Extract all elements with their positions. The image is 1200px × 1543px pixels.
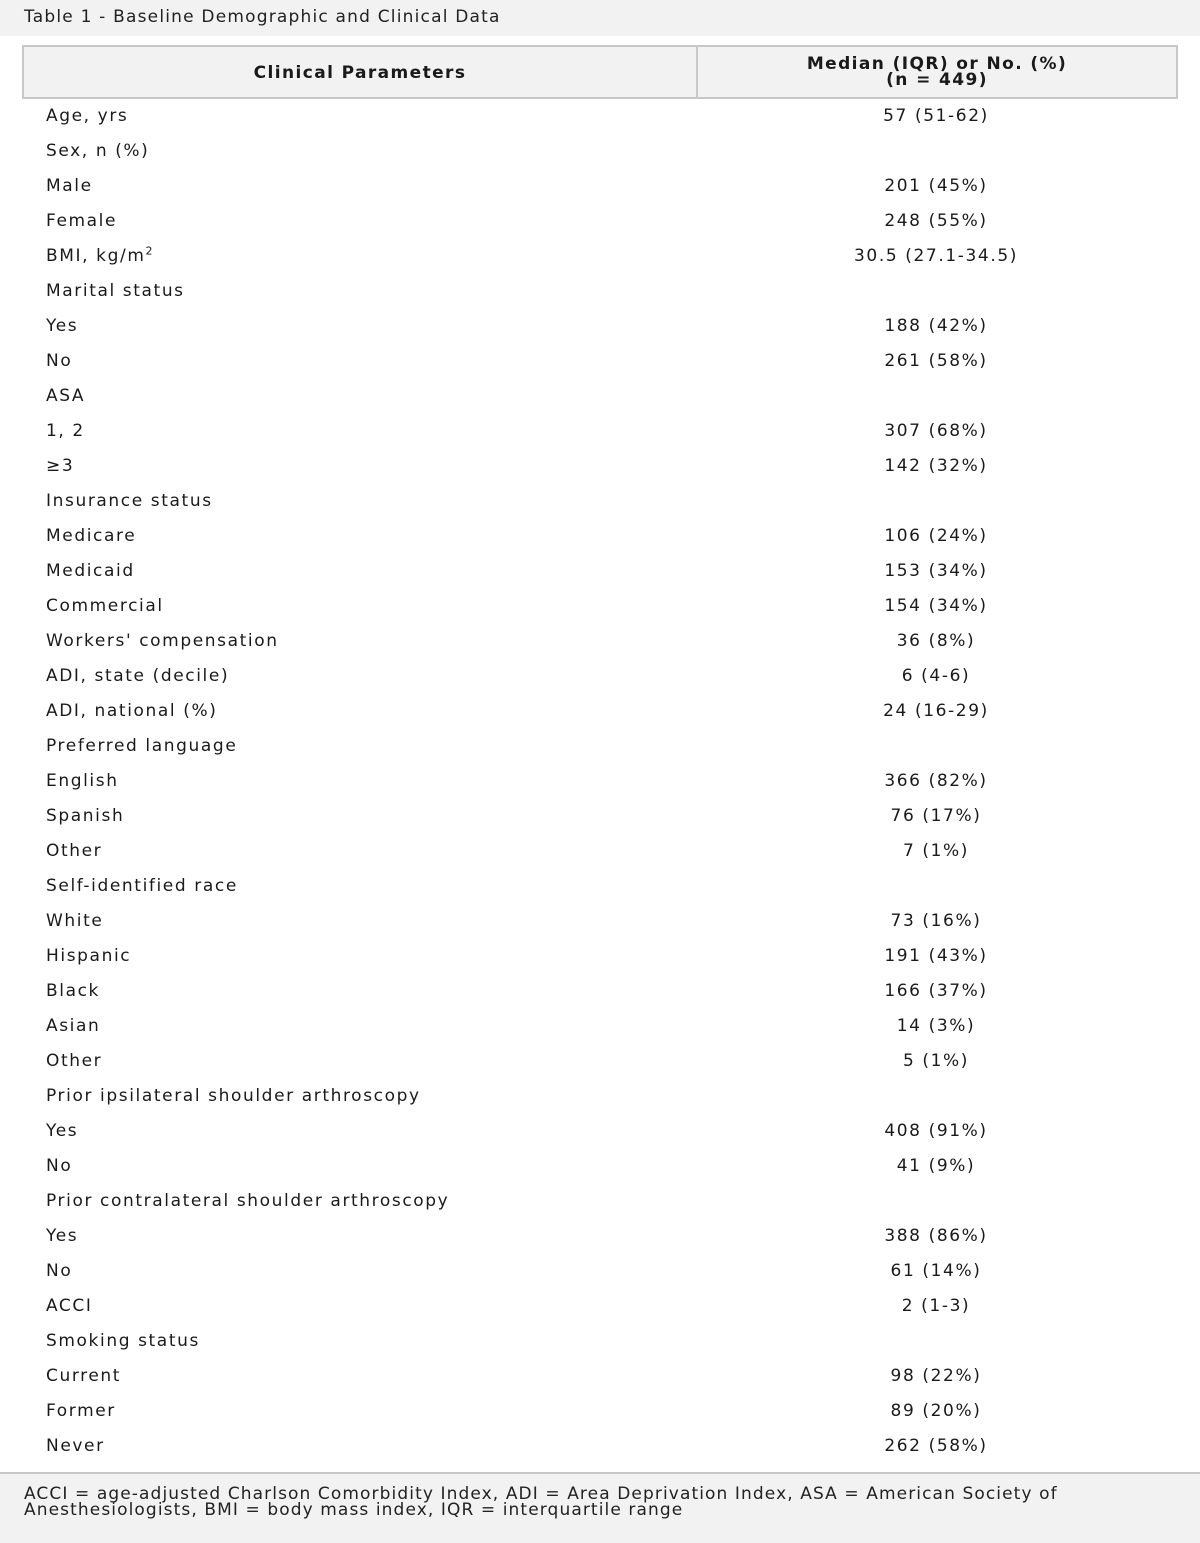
row-value: 388 (86%) xyxy=(884,1226,988,1246)
row-value: 41 (9%) xyxy=(896,1156,976,1176)
column-header-median-line2: (n = 449) xyxy=(886,70,988,90)
table-row xyxy=(0,1323,1200,1358)
row-label xyxy=(46,736,237,756)
table-row xyxy=(0,1113,1200,1148)
table-row xyxy=(0,203,1200,238)
row-label-text: ACCI xyxy=(46,1296,93,1316)
table-row xyxy=(0,98,1200,133)
table-row xyxy=(0,553,1200,588)
table-row xyxy=(0,1253,1200,1288)
row-label-text: Marital status xyxy=(46,281,185,301)
row-label-text: Black xyxy=(46,981,100,1001)
row-label-text: Preferred language xyxy=(46,736,238,756)
row-label xyxy=(46,1156,72,1176)
table-row xyxy=(0,868,1200,903)
row-value: 188 (42%) xyxy=(884,316,988,336)
table-row xyxy=(0,623,1200,658)
row-label xyxy=(46,456,74,476)
row-label xyxy=(46,981,100,1001)
row-label-text: Insurance status xyxy=(46,491,213,511)
column-header-clinical-parameters: Clinical Parameters xyxy=(253,63,467,83)
table-row xyxy=(0,1218,1200,1253)
row-label xyxy=(46,946,131,966)
row-value: 106 (24%) xyxy=(884,526,988,546)
row-value: 153 (34%) xyxy=(884,561,988,581)
table-row xyxy=(0,798,1200,833)
table-caption-bar xyxy=(0,0,1200,36)
row-label xyxy=(46,806,124,826)
row-value: 30.5 (27.1-34.5) xyxy=(854,246,1018,266)
row-label-text: Asian xyxy=(46,1016,101,1036)
row-label-text: Workers' compensation xyxy=(46,631,279,651)
row-label-text: Medicare xyxy=(46,526,137,546)
row-value: 366 (82%) xyxy=(884,771,988,791)
row-label xyxy=(46,771,119,791)
table-caption: Table 1 - Baseline Demographic and Clinical Data xyxy=(24,7,501,27)
row-label xyxy=(46,491,213,511)
row-label-text: Female xyxy=(46,211,118,231)
row-label-text: Male xyxy=(46,176,93,196)
table-row xyxy=(0,448,1200,483)
row-label xyxy=(46,666,229,686)
row-label xyxy=(46,1086,421,1106)
row-value: 98 (22%) xyxy=(890,1366,982,1386)
row-label xyxy=(46,1366,121,1386)
row-label-text: Other xyxy=(46,841,103,861)
row-value: 248 (55%) xyxy=(884,211,988,231)
row-value: 73 (16%) xyxy=(890,911,982,931)
row-label xyxy=(46,316,78,336)
row-label xyxy=(46,176,93,196)
table-row xyxy=(0,413,1200,448)
row-label-text: ADI, state (decile) xyxy=(46,666,230,686)
table-row xyxy=(0,763,1200,798)
row-label xyxy=(46,421,85,441)
row-label xyxy=(46,631,279,651)
table-row xyxy=(0,1043,1200,1078)
row-value: 57 (51-62) xyxy=(883,106,989,126)
table-footnote: ACCI = age-adjusted Charlson Comorbidity Index, ADI = Area Deprivation Index, ASA = American Society of Anesthesiologists, BMI = body mass index, IQR = interquartile range xyxy=(24,1484,1058,1520)
row-label-text: BMI, kg/m xyxy=(46,246,146,266)
row-label xyxy=(46,1296,93,1316)
row-label-text: Medicaid xyxy=(46,561,135,581)
table-row xyxy=(0,308,1200,343)
table-row xyxy=(0,483,1200,518)
table-body xyxy=(0,98,1200,1463)
column-header-median xyxy=(698,47,1176,97)
row-label-text: Self-identified race xyxy=(46,876,238,896)
row-label-text: ASA xyxy=(46,386,86,406)
row-label-text: ≥3 xyxy=(46,456,75,476)
row-label-text: Current xyxy=(46,1366,122,1386)
row-label-superscript: 2 xyxy=(145,244,155,258)
row-label xyxy=(46,351,72,371)
row-label xyxy=(46,1226,78,1246)
row-label xyxy=(46,281,185,301)
table-row xyxy=(0,343,1200,378)
row-value: 2 (1-3) xyxy=(901,1296,971,1316)
table-row xyxy=(0,238,1200,273)
row-label-text: 1, 2 xyxy=(46,421,85,441)
row-label-text: Other xyxy=(46,1051,103,1071)
row-label xyxy=(46,841,102,861)
row-label-text: Yes xyxy=(46,316,79,336)
table-row xyxy=(0,938,1200,973)
table-row xyxy=(0,273,1200,308)
row-label-text: Never xyxy=(46,1436,105,1456)
row-label-text: English xyxy=(46,771,119,791)
table-row xyxy=(0,693,1200,728)
row-value: 76 (17%) xyxy=(890,806,982,826)
row-value: 191 (43%) xyxy=(884,946,988,966)
table-row xyxy=(0,168,1200,203)
row-value: 89 (20%) xyxy=(890,1401,982,1421)
row-label xyxy=(46,386,85,406)
row-value: 201 (45%) xyxy=(884,176,988,196)
row-value: 6 (4-6) xyxy=(901,666,971,686)
table-row xyxy=(0,1288,1200,1323)
row-value: 408 (91%) xyxy=(884,1121,988,1141)
row-value: 166 (37%) xyxy=(884,981,988,1001)
table-row xyxy=(0,833,1200,868)
table-header xyxy=(22,45,1178,99)
row-value: 307 (68%) xyxy=(884,421,988,441)
row-value: 7 (1%) xyxy=(902,841,970,861)
table-row xyxy=(0,1008,1200,1043)
table-row xyxy=(0,1393,1200,1428)
row-label xyxy=(46,1051,102,1071)
row-label xyxy=(46,211,117,231)
row-label-text: Prior contralateral shoulder arthroscopy xyxy=(46,1191,450,1211)
row-label-text: ADI, national (%) xyxy=(46,701,218,721)
table-row xyxy=(0,378,1200,413)
row-label xyxy=(46,1191,449,1211)
row-label-text: Yes xyxy=(46,1121,79,1141)
row-label xyxy=(46,526,136,546)
row-label-text: Spanish xyxy=(46,806,125,826)
row-label xyxy=(46,246,154,266)
row-label-text: Sex, n (%) xyxy=(46,141,150,161)
table-row xyxy=(0,728,1200,763)
row-label xyxy=(46,141,149,161)
table-row xyxy=(0,973,1200,1008)
row-label xyxy=(46,561,135,581)
row-label-text: Age, yrs xyxy=(46,106,129,126)
row-value: 24 (16-29) xyxy=(883,701,989,721)
row-label-text: White xyxy=(46,911,104,931)
row-value: 262 (58%) xyxy=(884,1436,988,1456)
row-label xyxy=(46,106,128,126)
row-value: 142 (32%) xyxy=(884,456,988,476)
row-label-text: No xyxy=(46,1261,73,1281)
row-value: 154 (34%) xyxy=(884,596,988,616)
row-label xyxy=(46,1121,78,1141)
table-row xyxy=(0,903,1200,938)
table-row xyxy=(0,658,1200,693)
row-label-text: Commercial xyxy=(46,596,164,616)
row-value: 261 (58%) xyxy=(884,351,988,371)
row-value: 5 (1%) xyxy=(902,1051,970,1071)
column-header-median-line1: Median (IQR) or No. (%) xyxy=(806,54,1068,74)
row-label xyxy=(46,876,238,896)
row-label xyxy=(46,1261,72,1281)
row-label-text: Hispanic xyxy=(46,946,132,966)
table-row xyxy=(0,1183,1200,1218)
row-label-text: Prior ipsilateral shoulder arthroscopy xyxy=(46,1086,421,1106)
row-label-text: No xyxy=(46,351,73,371)
row-label xyxy=(46,1401,116,1421)
row-label-text: No xyxy=(46,1156,73,1176)
row-label xyxy=(46,701,217,721)
table-row xyxy=(0,1358,1200,1393)
table-row xyxy=(0,133,1200,168)
table-row xyxy=(0,518,1200,553)
table-footnote-bar xyxy=(0,1472,1200,1543)
row-label xyxy=(46,1436,105,1456)
row-value: 61 (14%) xyxy=(890,1261,982,1281)
row-label-text: Smoking status xyxy=(46,1331,200,1351)
row-label xyxy=(46,911,103,931)
table-row xyxy=(0,588,1200,623)
row-label xyxy=(46,1331,200,1351)
row-label xyxy=(46,596,164,616)
row-label-text: Yes xyxy=(46,1226,79,1246)
row-label-text: Former xyxy=(46,1401,116,1421)
row-value: 14 (3%) xyxy=(896,1016,976,1036)
row-label xyxy=(46,1016,100,1036)
table-row xyxy=(0,1428,1200,1463)
table-row xyxy=(0,1148,1200,1183)
row-value: 36 (8%) xyxy=(896,631,976,651)
table-row xyxy=(0,1078,1200,1113)
